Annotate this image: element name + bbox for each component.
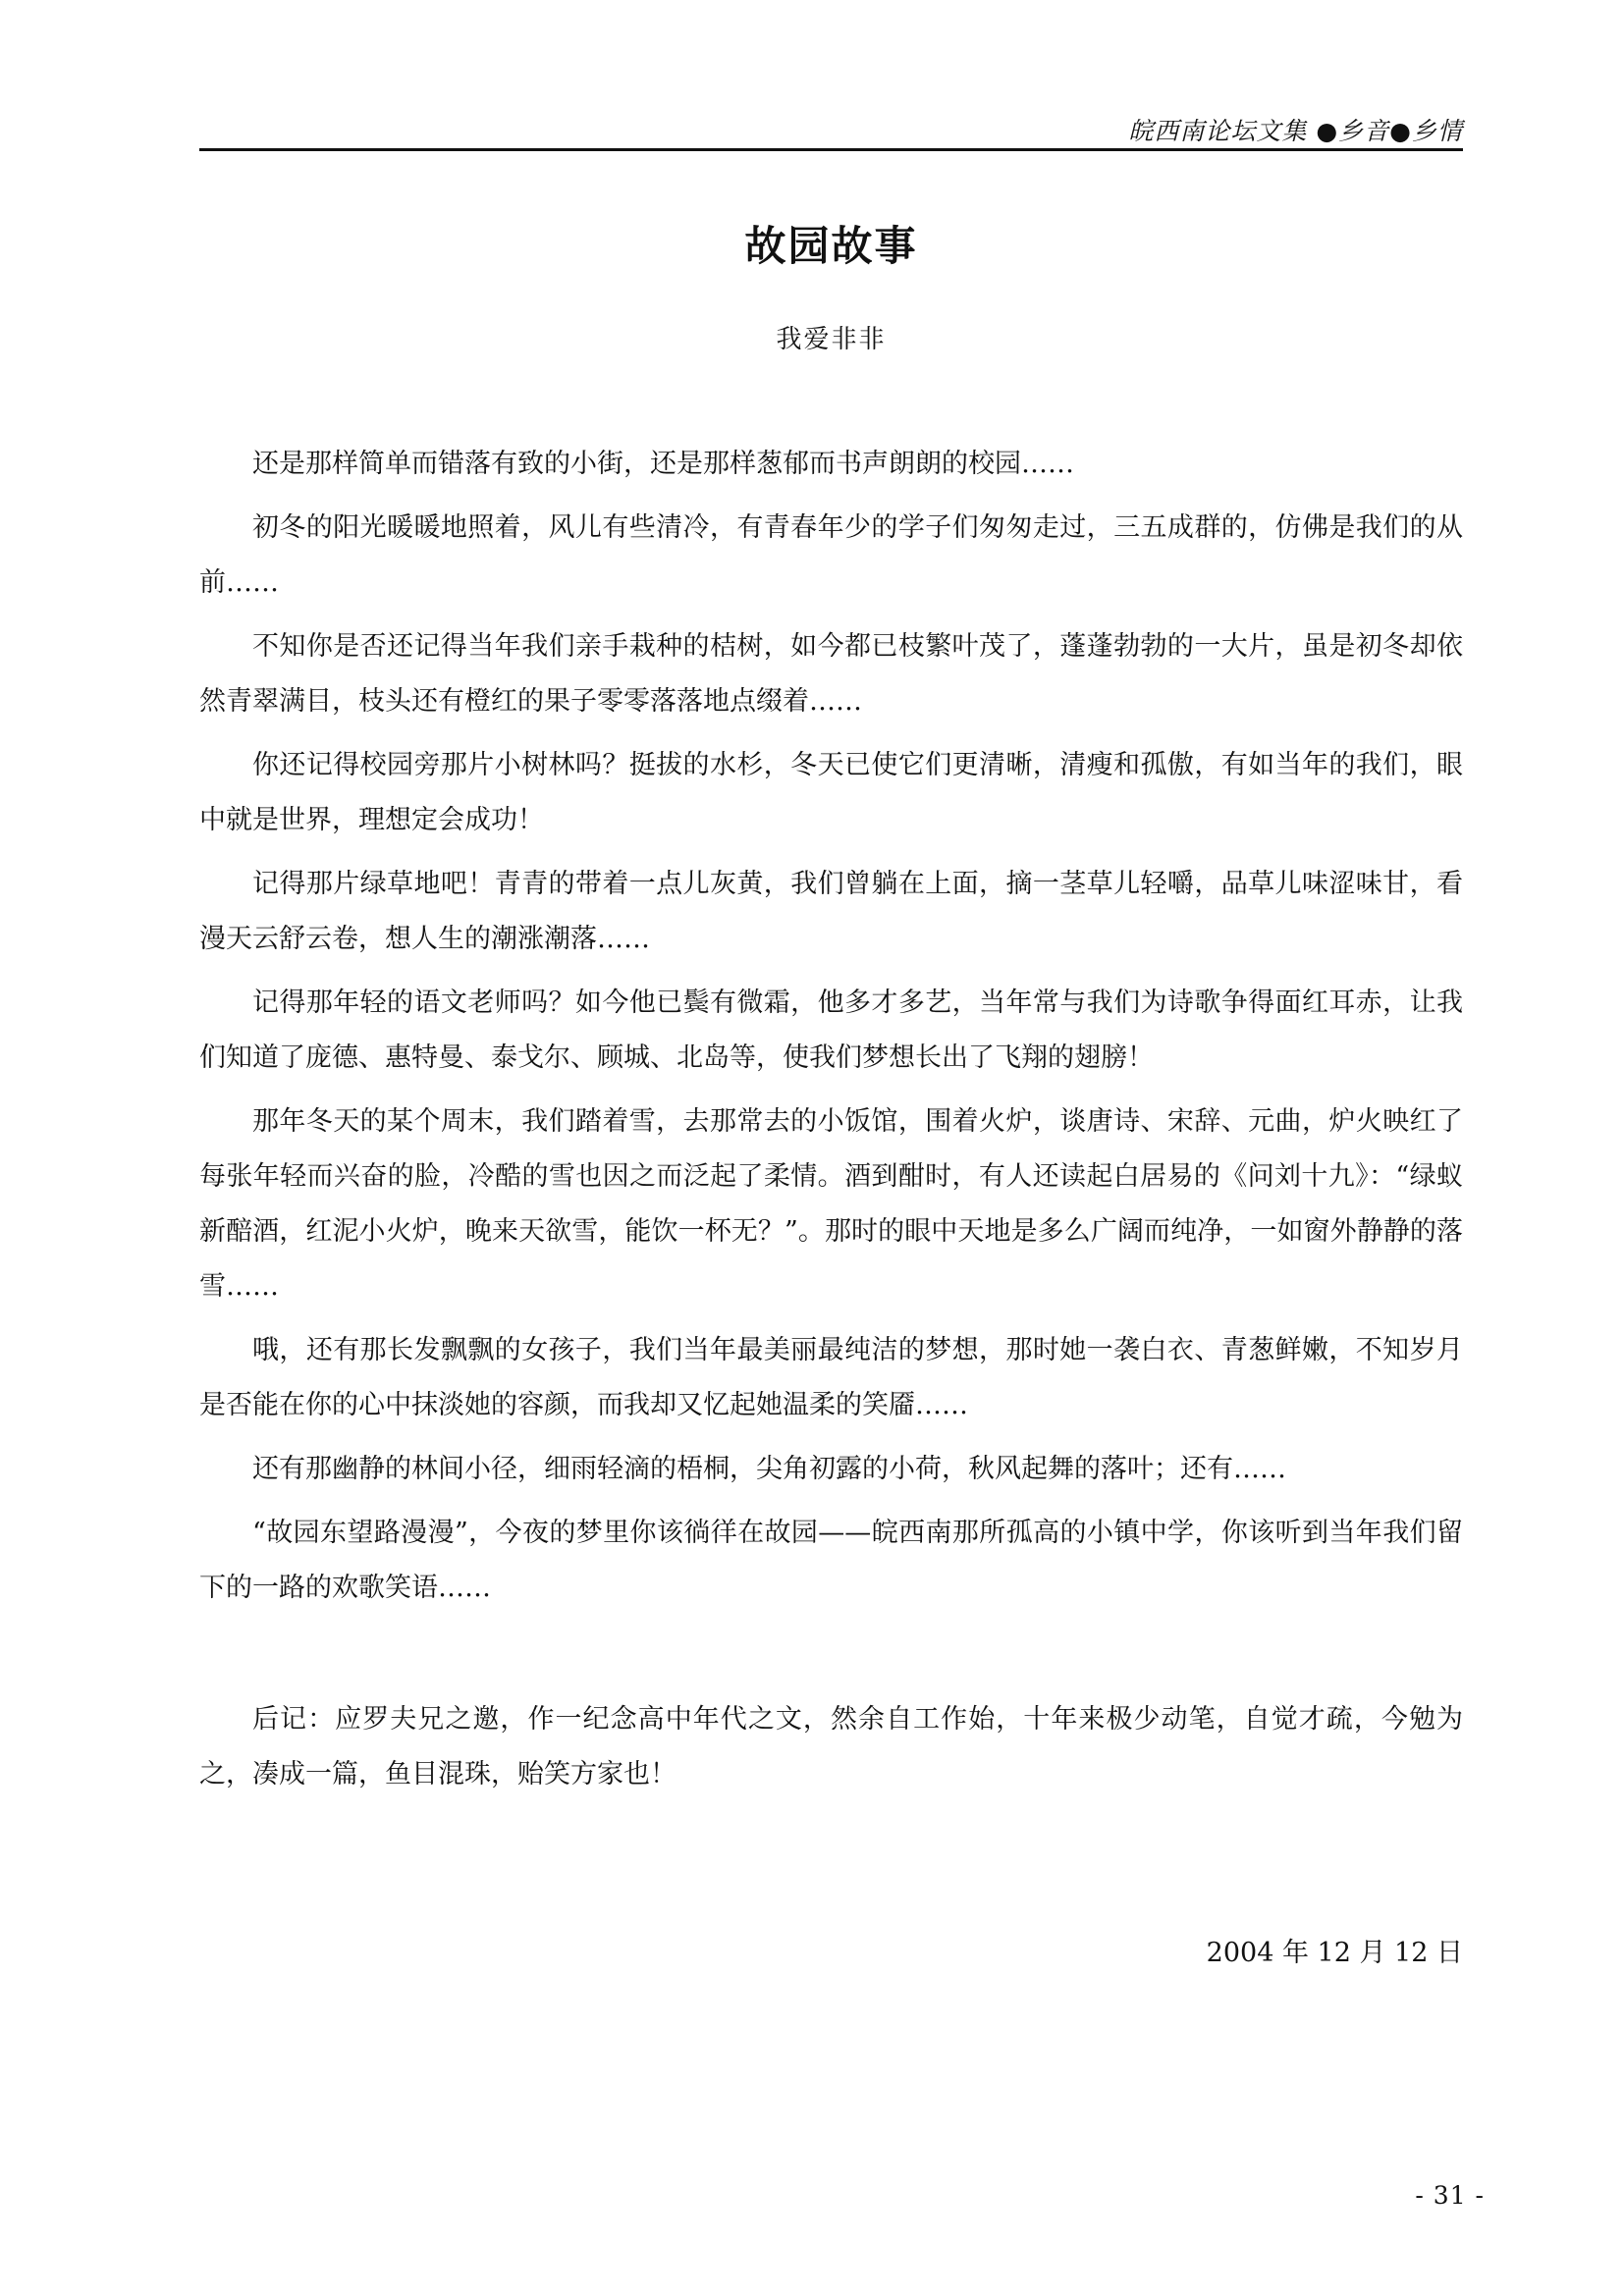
paragraph: “故园东望路漫漫”，今夜的梦里你该徜徉在故园——皖西南那所孤高的小镇中学，你该听到当年我们留下的一路的欢歌笑语…… (199, 1518, 1463, 1603)
paragraph: 初冬的阳光暖暖地照着，风儿有些清冷，有青春年少的学子们匆匆走过，三五成群的，仿佛是我们的从前…… (199, 512, 1463, 598)
paragraph: 记得那年轻的语文老师吗？如今他已鬓有微霜，他多才多艺，当年常与我们为诗歌争得面红耳赤，让我们知道了庞德、惠特曼、泰戈尔、顾城、北岛等，使我们梦想长出了飞翔的翅膀！ (199, 988, 1463, 1073)
article-title: 故园故事 (744, 222, 918, 270)
paragraph: 哦，还有那长发飘飘的女孩子，我们当年最美丽最纯洁的梦想，那时她一袭白衣、青葱鲜嫩，不知岁月是否能在你的心中抹淡她的容颜，而我却又忆起她温柔的笑靥…… (199, 1335, 1463, 1420)
paragraph: 还是那样简单而错落有致的小街，还是那样葱郁而书声朗朗的校园…… (252, 449, 1074, 479)
paragraph: 你还记得校园旁那片小树林吗？挺拔的水杉，冬天已使它们更清晰，清瘦和孤傲，有如当年的我们，眼中就是世界，理想定会成功！ (199, 750, 1463, 835)
paragraph: 那年冬天的某个周末，我们踏着雪，去那常去的小饭馆，围着火炉，谈唐诗、宋辞、元曲，炉火映红了每张年轻而兴奋的脸，冷酷的雪也因之而泛起了柔情。酒到酣时，有人还读起白居易的《问刘十九》：“绿蚁新醅酒，红泥小火炉，晚来天欲雪，能饮一杯无？”。那时的眼中天地是多么广阔而纯净，一如窗外静静的落雪…… (199, 1106, 1463, 1302)
paragraph: 不知你是否还记得当年我们亲手栽种的桔树，如今都已枝繁叶茂了，蓬蓬勃勃的一大片，虽是初冬却依然青翠满目，枝头还有橙红的果子零零落落地点缀着…… (199, 631, 1463, 717)
running-header (199, 110, 1463, 151)
paragraph: 记得那片绿草地吧！青青的带着一点儿灰黄，我们曾躺在上面，摘一茎草儿轻嚼，品草儿味涩味甘，看漫天云舒云卷，想人生的潮涨潮落…… (199, 869, 1463, 954)
paragraph: 还有那幽静的林间小径，细雨轻滴的梧桐，尖角初露的小荷，秋风起舞的落叶；还有…… (252, 1454, 1286, 1484)
article-body (199, 437, 1463, 1811)
article-author: 我爱非非 (776, 325, 887, 354)
afterword: 后记：应罗夫兄之邀，作一纪念高中年代之文，然余自工作始，十年来极少动笔，自觉才疏，今勉为之，凑成一篇，鱼目混珠，贻笑方家也！ (199, 1704, 1463, 1789)
header-title: 皖西南论坛文集 ●乡音●乡情 (1128, 117, 1463, 145)
article-date: 2004 年 12 月 12 日 (1206, 1938, 1463, 1968)
header-rule (199, 148, 1463, 151)
page-number: - 31 - (1415, 2181, 1485, 2210)
